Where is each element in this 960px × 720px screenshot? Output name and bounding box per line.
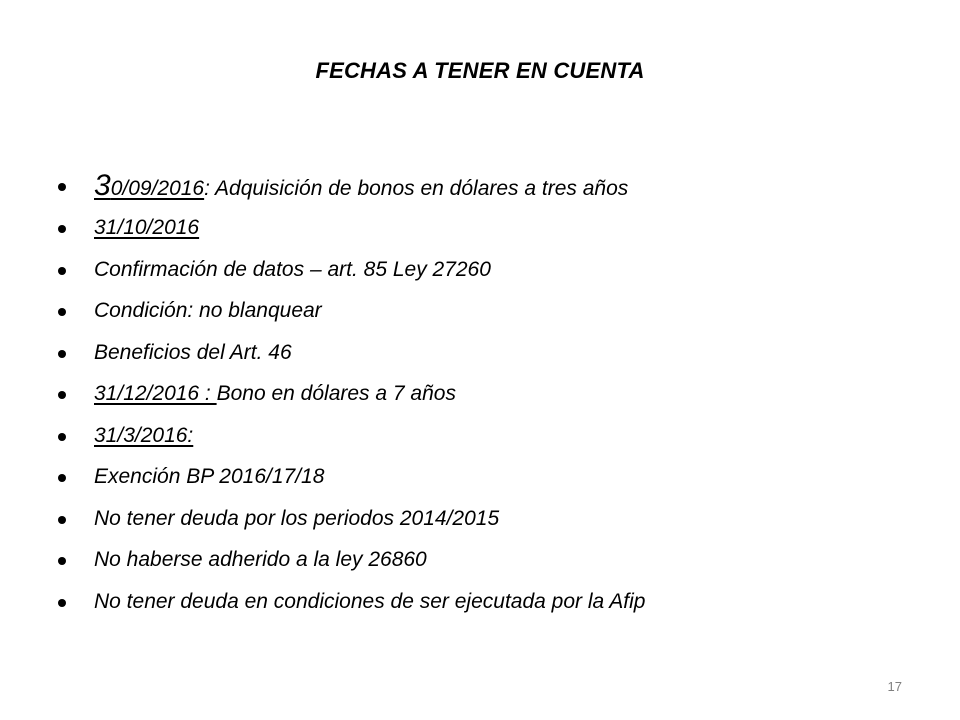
bullet-item	[58, 463, 938, 491]
bullet-dot-icon	[58, 308, 66, 316]
bullet-date: 31/12/2016 :	[94, 382, 217, 405]
bullet-text: Condición: no blanquear	[94, 299, 322, 322]
bullet-item	[58, 588, 938, 616]
bullet-text: No haberse adherido a la ley 26860	[94, 548, 427, 571]
bullet-list	[58, 168, 938, 629]
bullet-item	[58, 214, 938, 242]
bullet-text: Bono en dólares a 7 años	[216, 382, 456, 405]
bullet-dot-icon	[58, 183, 66, 191]
bullet-item	[58, 422, 938, 450]
bullet-item	[58, 168, 938, 204]
bullet-text: : Adquisición de bonos en dólares a tres años	[204, 177, 629, 200]
bullet-item	[58, 297, 938, 325]
bullet-text: Exención BP 2016/17/18	[94, 465, 325, 488]
bullet-text: Confirmación de datos – art. 85 Ley 27260	[94, 257, 491, 281]
bullet-text: No tener deuda en condiciones de ser ejecutada por la Afip	[94, 589, 646, 613]
bullet-date-lead: 3	[94, 169, 111, 202]
bullet-dot-icon	[58, 433, 66, 441]
bullet-dot-icon	[58, 350, 66, 358]
bullet-dot-icon	[58, 267, 66, 275]
bullet-item	[58, 380, 938, 408]
bullet-date-rest: 0/09/2016	[110, 177, 205, 200]
bullet-dot-icon	[58, 474, 66, 482]
bullet-item	[58, 256, 938, 284]
bullet-item	[58, 339, 938, 367]
bullet-item	[58, 505, 938, 533]
bullet-text: Beneficios del Art. 46	[94, 340, 292, 364]
bullet-dot-icon	[58, 599, 66, 607]
bullet-dot-icon	[58, 557, 66, 565]
bullet-item	[58, 546, 938, 574]
bullet-dot-icon	[58, 225, 66, 233]
page-number: 17	[887, 679, 902, 694]
bullet-dot-icon	[58, 391, 66, 399]
bullet-date: 31/3/2016:	[94, 423, 194, 447]
bullet-date	[94, 169, 205, 202]
bullet-text: No tener deuda por los periodos 2014/2015	[94, 506, 500, 530]
bullet-dot-icon	[58, 516, 66, 524]
bullet-date: 31/10/2016	[94, 216, 200, 239]
slide-title: FECHAS A TENER EN CUENTA	[315, 58, 645, 83]
